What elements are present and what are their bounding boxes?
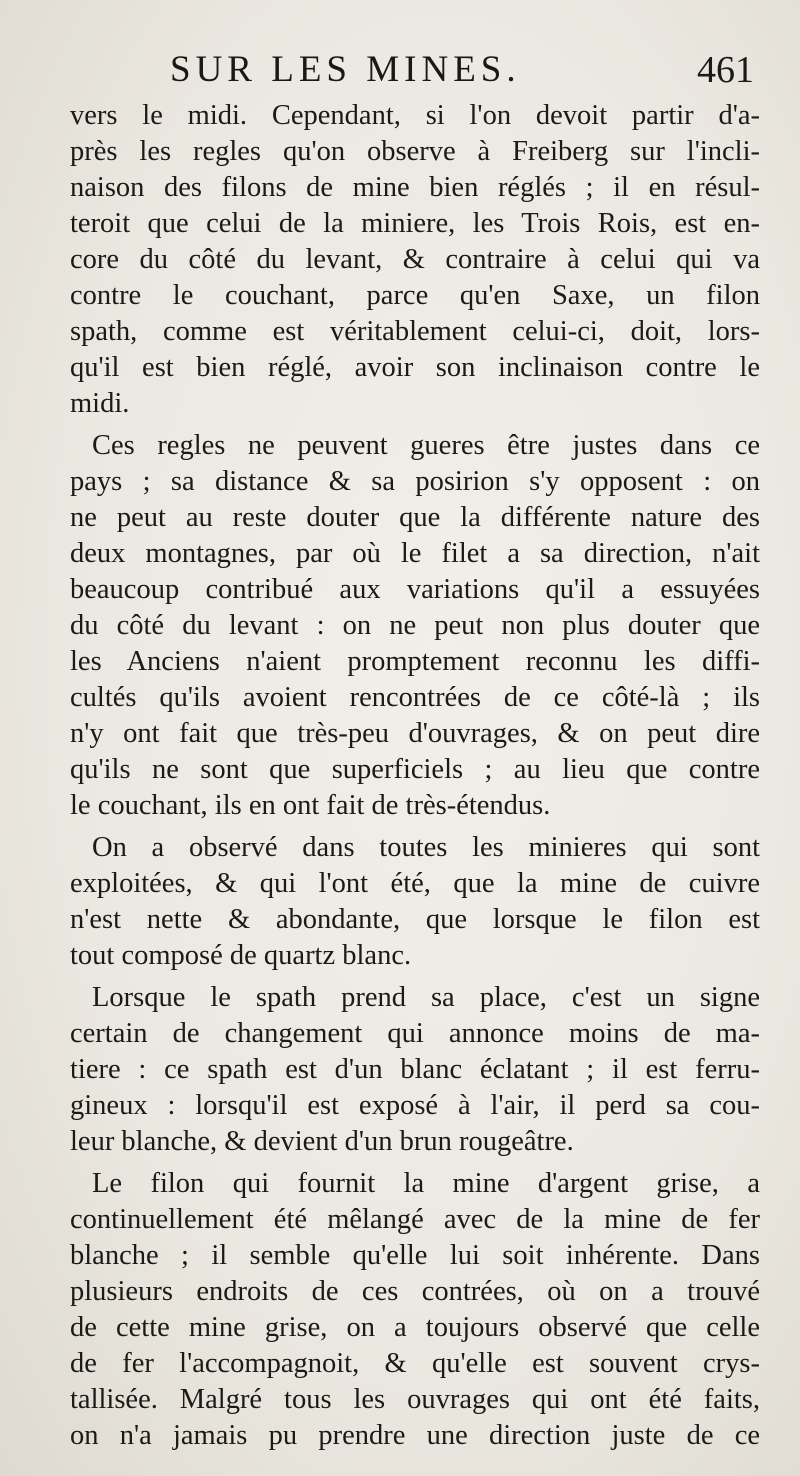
paragraph (70, 830, 760, 974)
text-line: Lorsque le spath prend sa place, c'est un signe (92, 982, 760, 1013)
text-line: plusieurs endroits de ces contrées, où on a trouvé (70, 1276, 760, 1307)
text-line: leur blanche, & devient d'un brun rougeâtre. (70, 1126, 574, 1157)
text-line: pays ; sa distance & sa posirion s'y opposent : on (70, 466, 760, 497)
text-line: de cette mine grise, on a toujours observé que celle (70, 1312, 760, 1343)
text-body (70, 98, 760, 1454)
text-line: beaucoup contribué aux variations qu'il a essuyées (70, 574, 760, 605)
text-line: naison des filons de mine bien réglés ; il en résul- (70, 172, 760, 203)
text-line: teroit que celui de la miniere, les Trois Rois, est en- (70, 208, 760, 239)
text-line: on n'a jamais pu prendre une direction juste de ce (70, 1420, 760, 1451)
text-line: qu'ils ne sont que superficiels ; au lieu que contre (70, 754, 760, 785)
text-line: spath, comme est véritablement celui-ci, doit, lors- (70, 316, 760, 347)
text-line: de fer l'accompagnoit, & qu'elle est souvent crys- (70, 1348, 760, 1379)
text-line: n'y ont fait que très-peu d'ouvrages, & on peut dire (70, 718, 760, 749)
text-line: les Anciens n'aient promptement reconnu les diffi- (70, 646, 760, 677)
text-line: vers le midi. Cependant, si l'on devoit partir d'a- (70, 100, 760, 131)
paragraph (70, 98, 760, 422)
text-line: deux montagnes, par où le filet a sa direction, n'ait (70, 538, 760, 569)
paragraph (70, 1166, 760, 1454)
page-number: 461 (697, 49, 754, 91)
text-line: blanche ; il semble qu'elle lui soit inhérente. Dans (70, 1240, 760, 1271)
text-line: certain de changement qui annonce moins de ma- (70, 1018, 760, 1049)
text-line: n'est nette & abondante, que lorsque le filon est (70, 904, 760, 935)
text-line: exploitées, & qui l'ont été, que la mine de cuivre (70, 868, 760, 899)
text-line: tiere : ce spath est d'un blanc éclatant ; il est ferru- (70, 1054, 760, 1085)
paragraph (70, 980, 760, 1160)
text-line: qu'il est bien réglé, avoir son inclinaison contre le (70, 352, 760, 383)
text-line: Ces regles ne peuvent gueres être justes dans ce (92, 430, 760, 461)
text-line: gineux : lorsqu'il est exposé à l'air, il perd sa cou- (70, 1090, 760, 1121)
text-line: ne peut au reste douter que la différente nature des (70, 502, 760, 533)
text-line: continuellement été mêlangé avec de la mine de fer (70, 1204, 760, 1235)
text-line: le couchant, ils en ont fait de très-étendus. (70, 790, 551, 821)
text-line: Le filon qui fournit la mine d'argent grise, a (92, 1168, 760, 1199)
text-line: tallisée. Malgré tous les ouvrages qui ont été faits, (70, 1384, 760, 1415)
paragraph (70, 428, 760, 824)
text-line: midi. (70, 388, 130, 419)
text-line: tout composé de quartz blanc. (70, 940, 412, 971)
text-line: core du côté du levant, & contraire à celui qui va (70, 244, 760, 275)
text-line: contre le couchant, parce qu'en Saxe, un filon (70, 280, 760, 311)
text-line: On a observé dans toutes les minieres qui sont (92, 832, 760, 863)
text-line: cultés qu'ils avoient rencontrées de ce côté-là ; ils (70, 682, 760, 713)
running-head: SUR LES MINES. (170, 49, 521, 90)
text-line: près les regles qu'on observe à Freiberg sur l'incli- (70, 136, 760, 167)
text-line: du côté du levant : on ne peut non plus douter que (70, 610, 760, 641)
